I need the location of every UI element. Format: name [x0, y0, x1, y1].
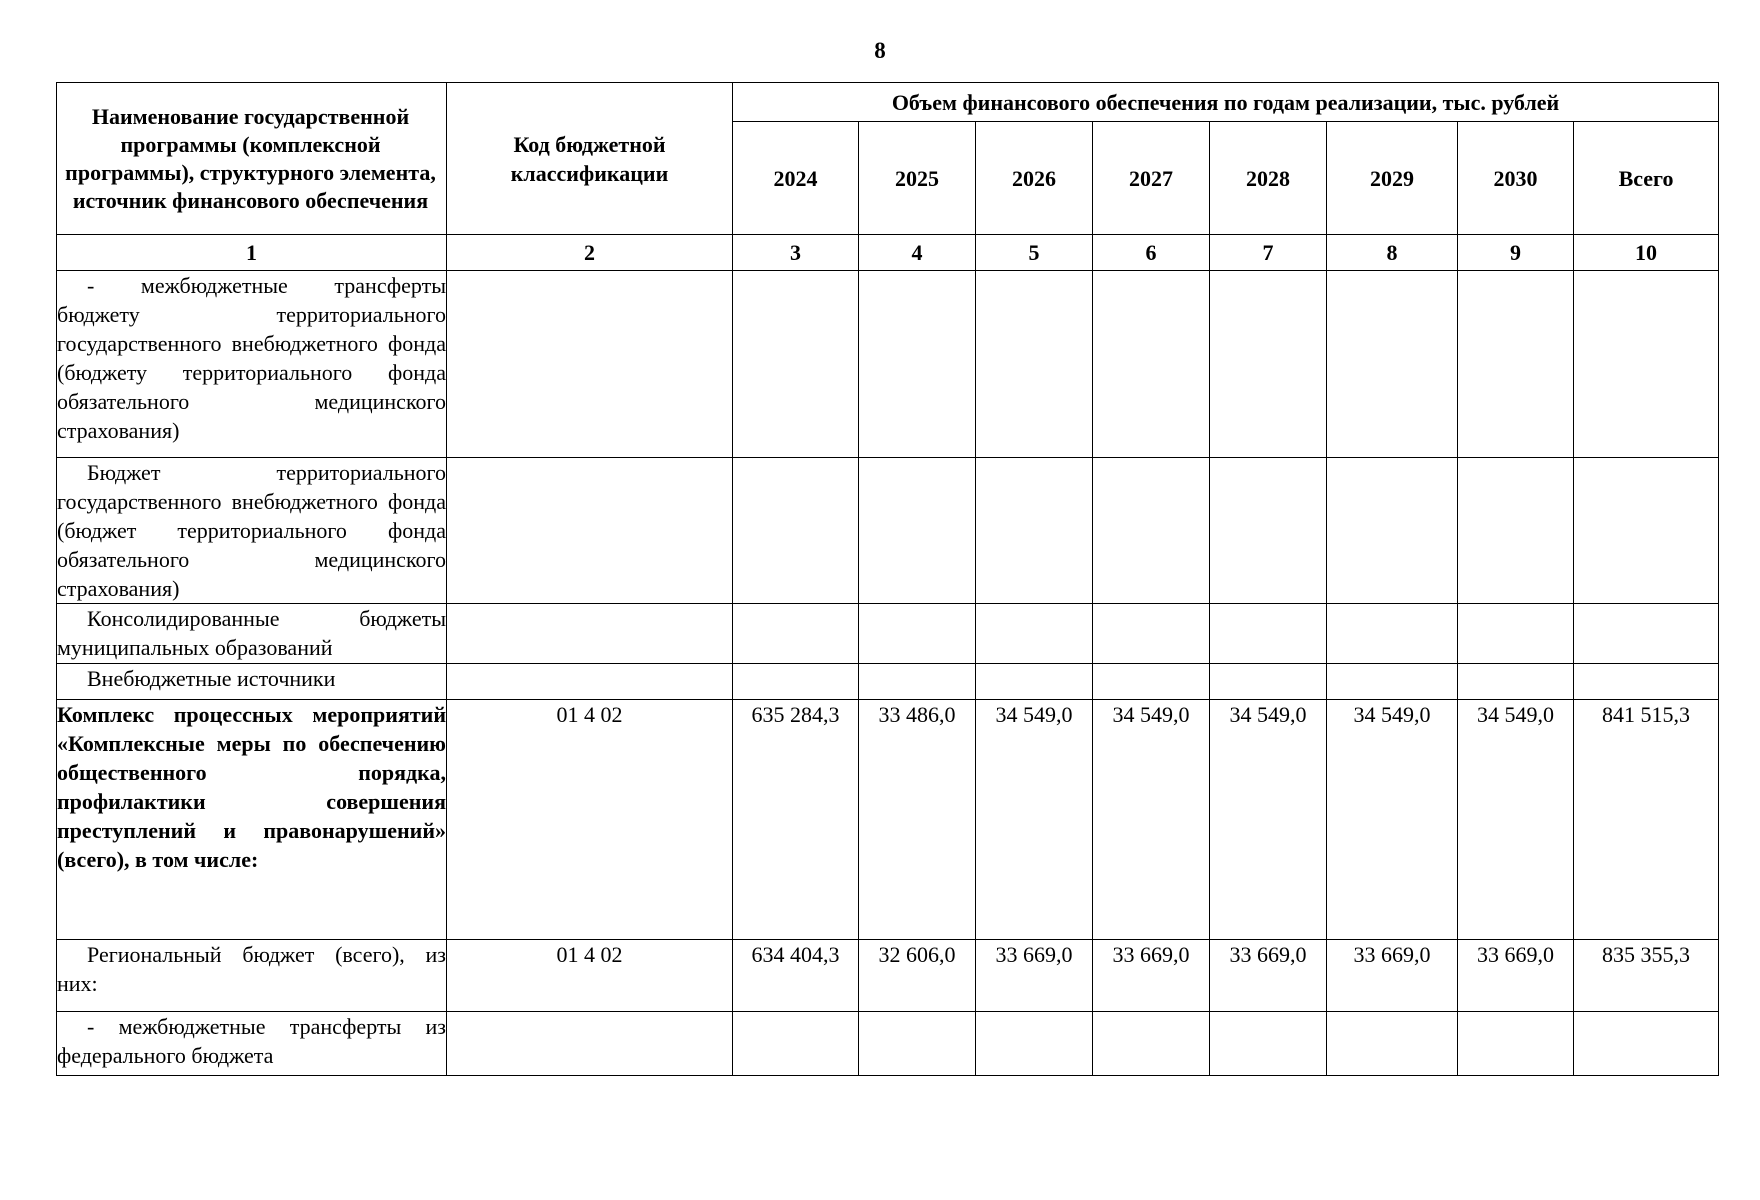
column-number-3: 3 [733, 235, 859, 271]
row-value-2025 [859, 271, 976, 458]
row-value-2027 [1093, 604, 1210, 664]
header-financing-group: Объем финансового обеспечения по годам реализации, тыс. рублей [733, 83, 1719, 122]
row-value-2026 [976, 604, 1093, 664]
row-value-2027: 33 669,0 [1093, 940, 1210, 1012]
row-value-total [1574, 604, 1719, 664]
row-value-total [1574, 1012, 1719, 1076]
header-year-2026: 2026 [976, 122, 1093, 235]
header-year-2027: 2027 [1093, 122, 1210, 235]
column-number-7: 7 [1210, 235, 1327, 271]
row-code: 01 4 02 [447, 940, 733, 1012]
table-row [57, 271, 1719, 458]
row-name: Региональный бюджет (всего), из них: [57, 940, 447, 1012]
table-row [57, 664, 1719, 700]
row-value-2025 [859, 1012, 976, 1076]
row-value-2027 [1093, 271, 1210, 458]
row-code [447, 664, 733, 700]
row-value-2024: 635 284,3 [733, 700, 859, 940]
row-value-2025: 33 486,0 [859, 700, 976, 940]
row-value-2026 [976, 1012, 1093, 1076]
row-value-2030 [1458, 458, 1574, 604]
header-year-2024: 2024 [733, 122, 859, 235]
row-value-total [1574, 458, 1719, 604]
page-number: 8 [874, 38, 886, 63]
column-number-10: 10 [1574, 235, 1719, 271]
table-row [57, 940, 1719, 1012]
row-value-2029: 34 549,0 [1327, 700, 1458, 940]
row-value-2030: 33 669,0 [1458, 940, 1574, 1012]
row-value-2027 [1093, 664, 1210, 700]
column-number-8: 8 [1327, 235, 1458, 271]
row-value-2030 [1458, 1012, 1574, 1076]
row-value-2026 [976, 664, 1093, 700]
row-value-2024 [733, 604, 859, 664]
row-value-2028 [1210, 271, 1327, 458]
row-value-2024 [733, 1012, 859, 1076]
row-value-2024: 634 404,3 [733, 940, 859, 1012]
row-value-2024 [733, 271, 859, 458]
row-value-2025 [859, 664, 976, 700]
row-value-2025: 32 606,0 [859, 940, 976, 1012]
row-code [447, 1012, 733, 1076]
header-total: Всего [1574, 122, 1719, 235]
row-value-2028 [1210, 458, 1327, 604]
column-number-2: 2 [447, 235, 733, 271]
row-value-2030 [1458, 271, 1574, 458]
row-value-total: 841 515,3 [1574, 700, 1719, 940]
row-value-2028: 33 669,0 [1210, 940, 1327, 1012]
row-value-2030 [1458, 604, 1574, 664]
row-value-total: 835 355,3 [1574, 940, 1719, 1012]
financing-table [56, 82, 1719, 1076]
row-value-2027 [1093, 458, 1210, 604]
column-number-6: 6 [1093, 235, 1210, 271]
row-value-2029: 33 669,0 [1327, 940, 1458, 1012]
row-value-total [1574, 664, 1719, 700]
table-row [57, 1012, 1719, 1076]
row-value-2026: 34 549,0 [976, 700, 1093, 940]
column-number-4: 4 [859, 235, 976, 271]
row-code [447, 271, 733, 458]
header-code-column: Код бюджетной классификации [447, 83, 733, 235]
table-row [57, 604, 1719, 664]
column-number-1: 1 [57, 235, 447, 271]
row-value-2028 [1210, 604, 1327, 664]
row-value-2028: 34 549,0 [1210, 700, 1327, 940]
row-name: - межбюджетные трансферты из федерального бюджета [57, 1012, 447, 1076]
row-value-2029 [1327, 664, 1458, 700]
row-code [447, 604, 733, 664]
header-name-column: Наименование государственной программы (комплексной программы), структурного элемента, источник финансового обеспечения [57, 83, 447, 235]
column-number-5: 5 [976, 235, 1093, 271]
header-year-2028: 2028 [1210, 122, 1327, 235]
header-year-2030: 2030 [1458, 122, 1574, 235]
row-value-2028 [1210, 664, 1327, 700]
row-value-2027 [1093, 1012, 1210, 1076]
row-code: 01 4 02 [447, 700, 733, 940]
header-year-2025: 2025 [859, 122, 976, 235]
row-value-2026 [976, 271, 1093, 458]
row-value-2026 [976, 458, 1093, 604]
header-year-2029: 2029 [1327, 122, 1458, 235]
row-value-total [1574, 271, 1719, 458]
row-name: Бюджет территориального государственного внебюджетного фонда (бюджет территориального фонда обязательного медицинского страхования) [57, 458, 447, 604]
row-value-2025 [859, 458, 976, 604]
row-value-2024 [733, 664, 859, 700]
row-value-2029 [1327, 271, 1458, 458]
row-value-2029 [1327, 604, 1458, 664]
row-value-2029 [1327, 1012, 1458, 1076]
row-name: Комплекс процессных мероприятий «Комплексные меры по обеспечению общественного порядка, профилактики совершения преступлений и правонарушений» (всего), в том числе: [57, 700, 447, 940]
row-value-2030 [1458, 664, 1574, 700]
row-value-2029 [1327, 458, 1458, 604]
row-value-2026: 33 669,0 [976, 940, 1093, 1012]
row-code [447, 458, 733, 604]
row-value-2030: 34 549,0 [1458, 700, 1574, 940]
row-value-2025 [859, 604, 976, 664]
row-name: Внебюджетные источники [57, 664, 447, 700]
table-row [57, 700, 1719, 940]
row-value-2027: 34 549,0 [1093, 700, 1210, 940]
row-name: Консолидированные бюджеты муниципальных образований [57, 604, 447, 664]
row-value-2028 [1210, 1012, 1327, 1076]
row-name: - межбюджетные трансферты бюджету территориального государственного внебюджетного фонда (бюджету территориального фонда обязательного медицинского страхования) [57, 271, 447, 458]
table-row [57, 458, 1719, 604]
column-number-9: 9 [1458, 235, 1574, 271]
row-value-2024 [733, 458, 859, 604]
